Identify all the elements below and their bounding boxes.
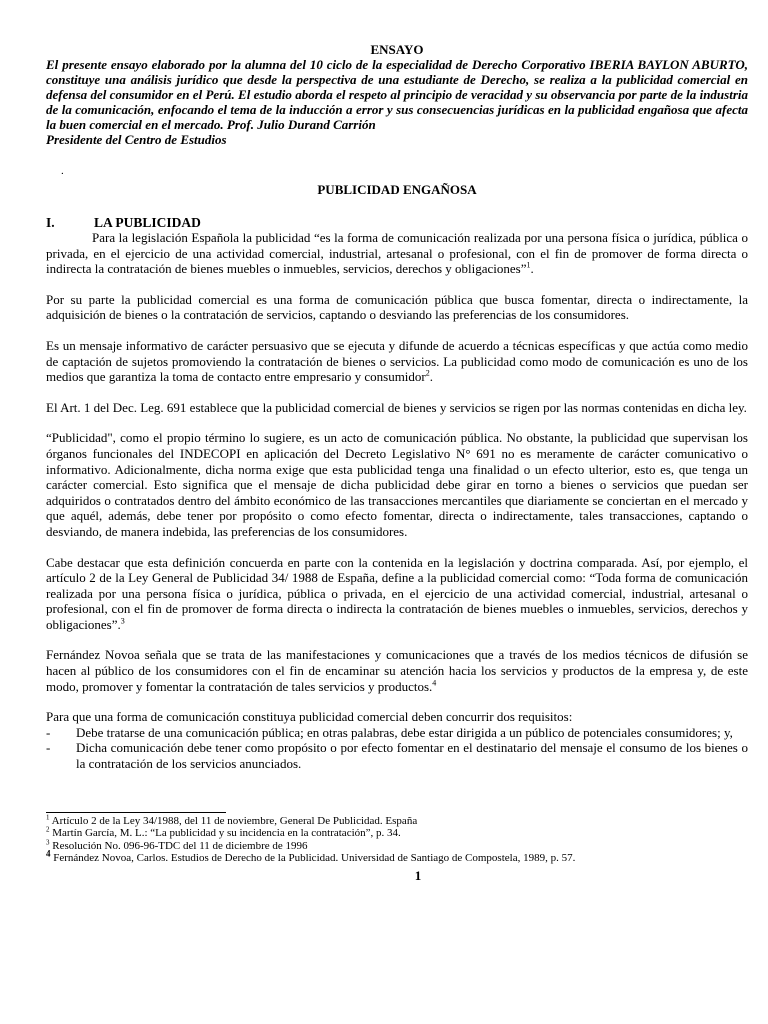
intro-role: Presidente del Centro de Estudios xyxy=(46,132,227,147)
list-item: - Debe tratarse de una comunicación pública; en otras palabras, debe estar dirigida a un público de potenciales consumidores; y, xyxy=(46,724,733,740)
requirements-list xyxy=(46,725,748,772)
footnote-4: $^4$ Fernández Novoa, Carlos. Estudios de Derecho de la Publicidad. Universidad de Santiago de Compostela, 1989, p. 57. xyxy=(46,848,576,865)
section-heading xyxy=(46,215,748,230)
footnotes xyxy=(46,812,748,865)
stray-dot: . xyxy=(61,165,64,177)
footnote-1: $^1$ Artículo 2 de la Ley 34/1988, del 11 de noviembre, General De Publicidad. España xyxy=(46,812,418,827)
list-item: - Dicha comunicación debe tener como propósito o por efecto fomentar en el destinatario del mensaje el consumo de los bienes o la contratación de los servicios anunciados. xyxy=(46,740,748,772)
paragraph-1: Para la legislación Española la publicidad “es la forma de comunicación realizada por una persona física o jurídica, pública o privada, en el ejercicio de una actividad comercial, industrial, artesanal o profesional, con el fin de promover de forma directa o indirecta la contratación de bienes muebles o inmuebles, servicios, derechos y obligaciones”$^1$. xyxy=(46,230,748,277)
footnote-ref-3: 3 xyxy=(120,616,125,626)
footnote-2: $^2$ Martín García, M. L.: “La publicidad y su incidencia en la contratación”, p. 34. xyxy=(46,825,401,840)
paragraph-8: Para que una forma de comunicación constituya publicidad comercial deben concurrir dos requisitos: xyxy=(46,709,573,725)
footnote-ref-2: 2 xyxy=(425,368,430,378)
footnote-ref-4: 4 xyxy=(432,678,437,688)
intro-paragraph xyxy=(46,57,748,147)
paragraph-7: Fernández Novoa señala que se trata de las manifestaciones y comunicaciones que a través de los medios técnicos de difusión se hacen al público de los consumidores con el fin de encaminar su atención hacia los servicios y productos de la empresa y, de este modo, promover y fomentar la contratación de tales servicios y productos.$^4$ xyxy=(46,647,748,694)
main-title: PUBLICIDAD ENGAÑOSA xyxy=(317,182,477,197)
footnote-divider xyxy=(46,812,226,813)
paragraph-6: Cabe destacar que esta definición concuerda en parte con la contenida en la legislación y doctrina comparada. Así, por ejemplo, el artículo 2 de la Ley General de Publicidad 34/ 1988 de España, define a la publicidad comercial como: “Toda forma de comunicación realizada por una persona física o jurídica, pública o privada, en el ejercicio de una actividad comercial, industrial, artesanal o profesional, con el fin de promover de forma directa o indirecta la contratación de bienes muebles o inmuebles, servicios, derechos y obligaciones”.$^3$ xyxy=(46,554,748,632)
footnote-3: $^3$ Resolución No. 096-96-TDC del 11 de diciembre de 1996 xyxy=(46,838,308,852)
page-number: 1 xyxy=(414,868,422,883)
section-title: LA PUBLICIDAD xyxy=(94,215,201,230)
paragraph-2: Por su parte la publicidad comercial es una forma de comunicación pública que busca fomentar, directa o indirectamente, la adquisición de bienes o la contratación de servicios, captando o desviando las preferencias de los consumidores. xyxy=(46,291,748,323)
section-number: I. xyxy=(46,215,55,230)
document-title: ENSAYO xyxy=(370,42,424,57)
intro-text: El presente ensayo elaborado por la alumna del 10 ciclo de la especialidad de Derecho Corporativo IBERIA BAYLON ABURTO, constituye una análisis jurídico que desde la perspectiva de una estudiante de Derecho, se realiza a la publicidad comercial en defensa del consumidor en el Perú. El estudio aborda el respeto al principio de veracidad y su observancia por parte de la industria de la comunicación, enfocando el tema de la inducción a error y sus consecuencias jurídicas en la publicidad engañosa que afecta la buen comercial en el mercado. Prof. Julio Durand Carrión xyxy=(46,57,748,132)
footnote-ref-1: 1 xyxy=(526,260,531,270)
paragraph-3: Es un mensaje informativo de carácter persuasivo que se ejecuta y difunde de acuerdo a técnicas específicas y que actúa como medio de captación de sujetos promoviendo la contratación de bienes o servicios. La publicidad como modo de comunicación es uno de los medios que garantiza la toma de contacto entre empresario y consumidor$^2$. xyxy=(46,337,748,385)
paragraph-4: El Art. 1 del Dec. Leg. 691 establece que la publicidad comercial de bienes y servicios se rigen por las normas contenidas en dicha ley. xyxy=(46,399,747,415)
paragraph-5: “Publicidad", como el propio término lo sugiere, es un acto de comunicación pública. No obstante, la publicidad que supervisan los órganos funcionales del INDECOPI en aplicación del Decreto Legislativo N° 691 no es meramente de carácter comunicativo o informativo. Adicionalmente, dicha norma exige que esta publicidad tenga una finalidad o un efecto ulterior, esto es, que tenga un carácter comercial. Esto significa que el mensaje de dicha publicidad debe girar en torno a bienes o servicios que puedan ser adquiridos o contratados dentro del ámbito económico de las transacciones mercantiles que diariamente se conciertan en el mercado y que aquél, además, debe tener por propósito o como efecto fomentar, directa o indirectamente, tales transacciones, captando o desviando, de manera indebida, las preferencias de los consumidores. xyxy=(46,430,748,539)
